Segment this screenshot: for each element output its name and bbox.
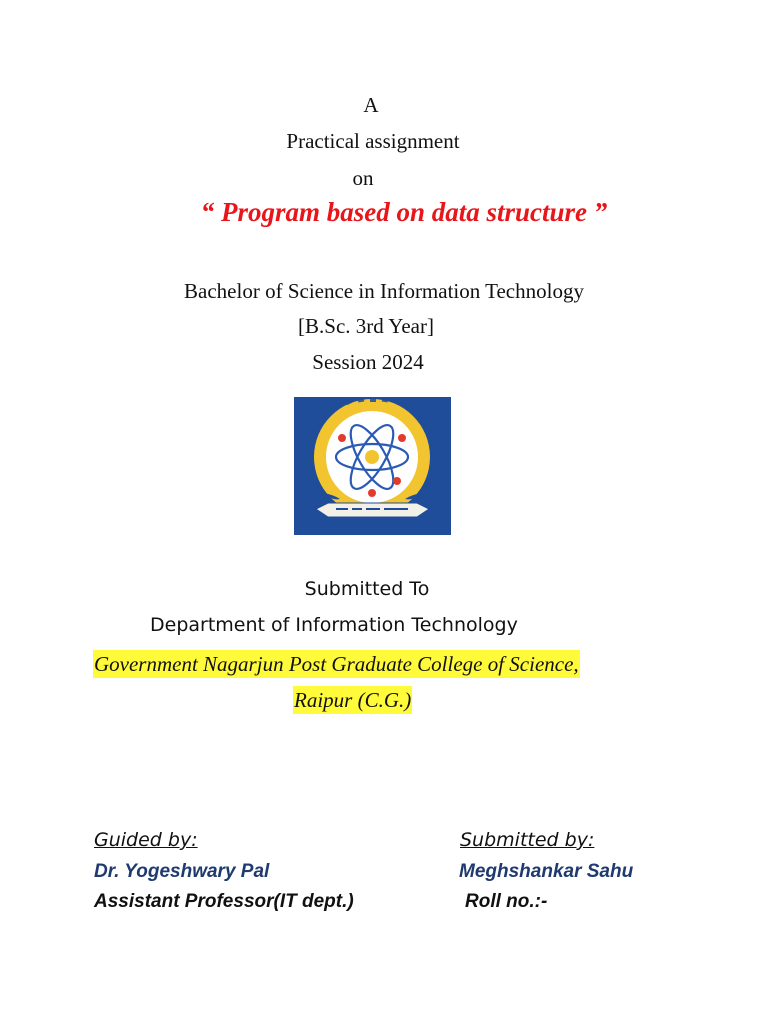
department-name: Department of Information Technology <box>150 614 518 636</box>
college-city: Raipur (C.G.) <box>294 688 412 712</box>
guided-by-heading: Guided by: <box>94 829 198 851</box>
college-name: Government Nagarjun Post Graduate College of Science, <box>94 652 579 676</box>
roll-number-label: Roll no.:- <box>465 891 548 912</box>
cover-line-a: A <box>363 93 379 117</box>
session-year: Session 2024 <box>312 350 424 374</box>
course-year: [B.Sc. 3rd Year] <box>298 314 434 338</box>
guide-designation: Assistant Professor(IT dept.) <box>94 891 354 912</box>
cover-line-on: on <box>352 166 374 190</box>
cover-line-practical: Practical assignment <box>286 129 460 153</box>
degree-name: Bachelor of Science in Information Technology <box>184 279 584 303</box>
college-emblem-atom-icon <box>294 397 451 535</box>
project-title: “ Program based on data structure ” <box>200 197 608 227</box>
submitted-by-heading: Submitted by: <box>460 829 595 851</box>
student-name: Meghshankar Sahu <box>459 861 634 882</box>
submitted-to-label: Submitted To <box>304 578 430 600</box>
guide-name: Dr. Yogeshwary Pal <box>94 861 270 882</box>
